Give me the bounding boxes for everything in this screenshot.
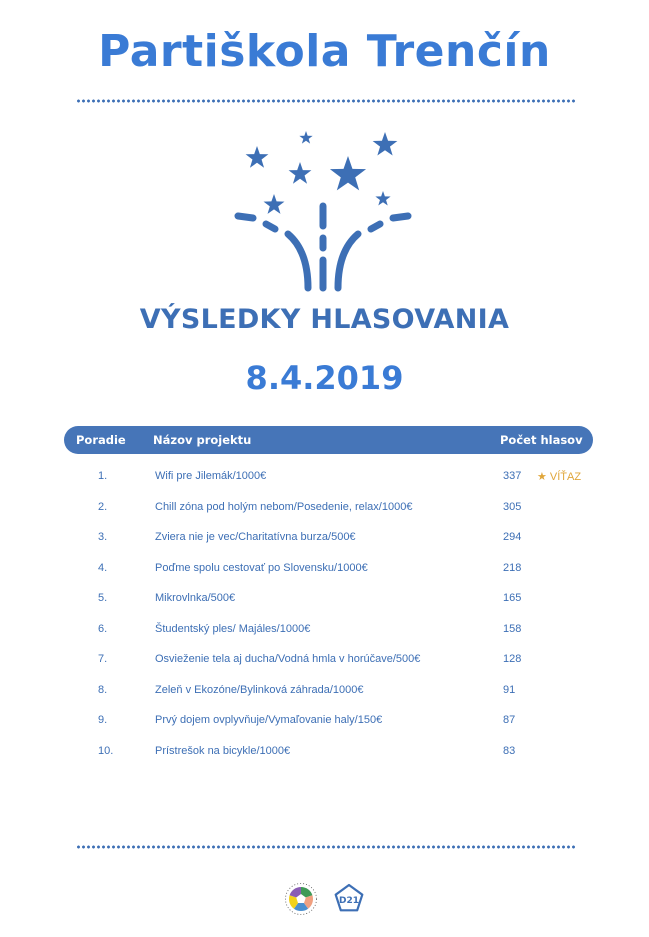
results-date: 8.4.2019 — [245, 359, 404, 397]
project-name-cell: Prvý dojem ovplyvňuje/Vymaľovanie haly/150€ — [155, 714, 383, 726]
votes-cell: 218 — [503, 561, 522, 574]
table-row — [0, 614, 649, 645]
votes-cell: 337 — [503, 470, 522, 482]
table-row — [0, 705, 649, 736]
rank-cell: 9. — [98, 714, 108, 726]
rank-cell: 8. — [98, 683, 108, 696]
table-row — [0, 583, 649, 614]
votes-cell: 294 — [503, 531, 522, 543]
votes-cell: 83 — [503, 744, 516, 757]
votes-cell: 128 — [503, 653, 522, 665]
rank-cell: 4. — [98, 561, 108, 574]
table-row — [0, 675, 649, 706]
project-name-cell: Osvieženie tela aj ducha/Vodná hmla v horúčave/500€ — [155, 653, 421, 665]
project-name-cell: Študentský ples/ Majáles/1000€ — [155, 622, 311, 635]
d21-logo — [336, 885, 363, 910]
column-header-name: Názov projektu — [153, 433, 252, 447]
rank-cell: 10. — [98, 744, 114, 757]
rank-cell: 3. — [98, 531, 108, 543]
project-name-cell: Wifi pre Jilemák/1000€ — [155, 470, 267, 482]
table-row — [0, 644, 649, 675]
votes-cell: 165 — [503, 592, 522, 604]
d21-logo-text: D21 — [339, 896, 359, 906]
fireworks-icon — [228, 126, 418, 296]
table-row — [0, 736, 649, 767]
table-row — [0, 553, 649, 584]
project-name-cell: Poďme spolu cestovať po Slovensku/1000€ — [155, 561, 368, 574]
project-name-cell: Prístrešok na bicykle/1000€ — [155, 744, 291, 757]
table-header — [64, 426, 593, 454]
table-row — [0, 461, 649, 492]
votes-cell: 87 — [503, 714, 516, 726]
footer-logos — [282, 879, 372, 921]
project-name-cell: Zeleň v Ekozóne/Bylinková záhrada/1000€ — [155, 683, 364, 696]
project-name-cell: Mikrovlnka/500€ — [155, 592, 236, 604]
rank-cell: 5. — [98, 592, 108, 604]
project-name-cell: Zviera nie je vec/Charitatívna burza/500€ — [155, 531, 356, 543]
column-header-votes: Počet hlasov — [500, 433, 583, 447]
results-table-body — [0, 461, 649, 766]
pbp-logo — [286, 884, 317, 915]
table-row — [0, 522, 649, 553]
results-heading: VÝSLEDKY HLASOVANIA — [139, 304, 510, 335]
project-name-cell: Chill zóna pod holým nebom/Posedenie, relax/1000€ — [155, 500, 413, 513]
table-row — [0, 492, 649, 523]
page-title: Partiškola Trenčín — [98, 26, 551, 77]
winner-badge: ★ VÍŤAZ — [537, 471, 582, 483]
bottom-dotted-divider — [76, 845, 576, 849]
rank-cell: 6. — [98, 622, 108, 635]
votes-cell: 305 — [503, 500, 522, 513]
votes-cell: 91 — [503, 683, 516, 696]
votes-cell: 158 — [503, 622, 522, 635]
rank-cell: 2. — [98, 500, 108, 513]
top-dotted-divider — [76, 99, 576, 103]
column-header-rank: Poradie — [76, 433, 126, 447]
rank-cell: 1. — [98, 470, 108, 482]
rank-cell: 7. — [98, 653, 108, 665]
